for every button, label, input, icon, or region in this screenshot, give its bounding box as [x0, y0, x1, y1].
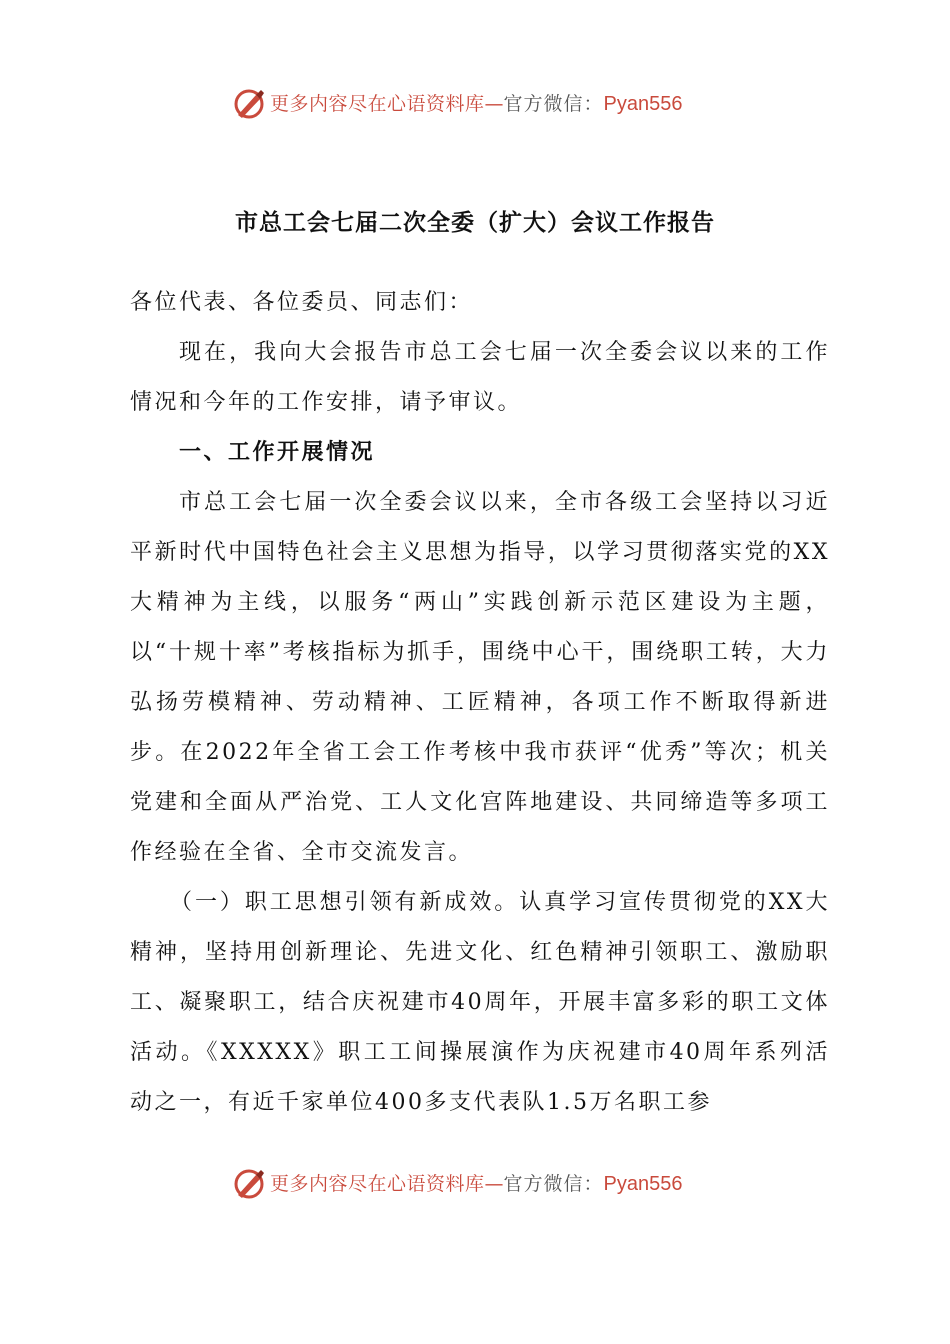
- banner-dash: —: [484, 1172, 504, 1195]
- banner-account-id: Pyan556: [603, 93, 683, 115]
- document-title: 市总工会七届二次全委（扩大）会议工作报告: [235, 210, 715, 236]
- document-body: [130, 278, 830, 1128]
- pen-logo-icon: [232, 1167, 266, 1201]
- salutation: 各位代表、各位委员、同志们：: [130, 290, 474, 315]
- banner-red-text: 更多内容尽在心语资料库: [270, 1172, 485, 1195]
- banner-dash: —: [484, 92, 504, 115]
- subsection-paragraph: （一）职工思想引领有新成效。认真学习宣传贯彻党的XX大精神，坚持用创新理论、先进文化、红色精神引领职工、激励职工、凝聚职工，结合庆祝建市40周年，开展丰富多彩的职工文体活动。《XXXXX》职工工间操展演作为庆祝建市40周年系列活动之一，有近千家单位400多支代表队1.5万名职工参: [130, 890, 830, 1115]
- section-paragraph: 市总工会七届一次全委会议以来，全市各级工会坚持以习近平新时代中国特色社会主义思想为指导，以学习贯彻落实党的XX大精神为主线，以服务“两山”实践创新示范区建设为主题，以“十规十率”考核指标为抓手，围绕中心干，围绕职工转，大力弘扬劳模精神、劳动精神、工匠精神，各项工作不断取得新进步。在2022年全省工会工作考核中我市获评“优秀”等次；机关党建和全面从严治党、工人文化宫阵地建设、共同缔造等多项工作经验在全省、全市交流发言。: [130, 490, 830, 865]
- banner-gray-text: 官方微信：: [503, 1172, 604, 1195]
- watermark-banner-bottom: [232, 1164, 752, 1204]
- banner-gray-text: 官方微信：: [503, 92, 604, 115]
- pen-logo-icon: [232, 87, 266, 121]
- section-heading: 一、工作开展情况: [179, 440, 376, 465]
- intro-paragraph: 现在，我向大会报告市总工会七届一次全委会议以来的工作情况和今年的工作安排，请予审议。: [130, 340, 830, 415]
- banner-red-text: 更多内容尽在心语资料库: [270, 92, 485, 115]
- watermark-banner-top: [232, 84, 752, 124]
- banner-account-id: Pyan556: [603, 1173, 683, 1195]
